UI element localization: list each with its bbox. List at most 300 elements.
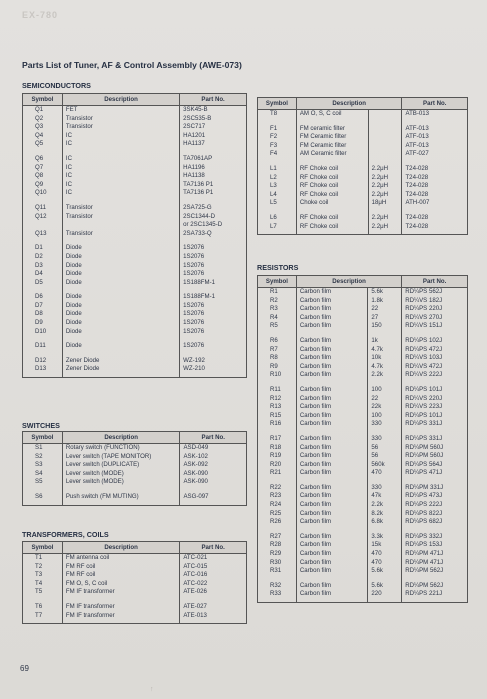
part-description: IC [62,164,179,173]
part-description: Carbon film [296,371,368,380]
part-number: 1S2076 [180,328,247,337]
part-symbol: R32 [258,576,297,591]
part-description: Carbon film [296,380,368,395]
part-number: RD¼PS 331J [402,420,468,429]
part-symbol: Q5 [23,140,63,149]
part-number: ATF-027 [402,150,468,159]
part-symbol: Q13 [23,230,63,239]
part-symbol: F2 [258,133,297,142]
part-number: RD¼VS 103J [402,354,468,363]
table-row [258,527,468,542]
part-value: 4.7k [368,363,402,372]
part-symbol: D9 [23,319,63,328]
table-row [23,270,247,279]
part-number: RD¼PS 562J [402,288,468,297]
col-part: Part No. [180,432,247,444]
part-number: RD¼VS 222J [402,371,468,380]
part-symbol: R5 [258,322,297,331]
part-number: RD¼VS 270J [402,314,468,323]
table-row [23,597,247,612]
table-row [258,223,468,235]
part-value: 1k [368,331,402,346]
table-row [258,444,468,453]
part-number: RD¼PS 332J [402,527,468,542]
part-number: RD¼VS 182J [402,297,468,306]
part-description: Diode [62,319,179,328]
part-number: RD¼VS 151J [402,322,468,331]
part-value: 5.6k [368,576,402,591]
table-row [23,181,247,190]
table-row [23,319,247,328]
part-number: ATC-016 [180,571,247,580]
part-symbol: R3 [258,305,297,314]
part-number: RD¼VS 220J [402,395,468,404]
part-description: FM O, S, C coil [62,580,179,589]
part-number: HA1196 [180,164,247,173]
part-symbol: R24 [258,501,297,510]
resistors-table [257,275,468,603]
part-description: Push switch (FM MUTING) [62,487,180,505]
part-value: 5.6k [368,288,402,297]
part-description: Carbon film [296,492,368,501]
part-value: 2.2μH [368,174,402,183]
part-symbol: R2 [258,297,297,306]
table-row [23,461,247,470]
part-value [368,119,402,134]
part-symbol: R6 [258,331,297,346]
part-value: 22 [368,395,402,404]
part-symbol: L7 [258,223,297,235]
table-row [258,420,468,429]
part-number: RD¼PS 101J [402,412,468,421]
table-row [258,208,468,223]
part-number: T24-028 [402,182,468,191]
table-row [258,159,468,174]
part-description: Carbon film [296,305,368,314]
part-description: Carbon film [296,395,368,404]
part-symbol: T3 [23,571,63,580]
part-number: 2SC1344-D [180,213,247,222]
part-number: TA7061AP [180,149,247,164]
part-number: 1S2076 [180,270,247,279]
col-symbol: Symbol [23,432,63,444]
part-symbol: D1 [23,238,63,253]
part-description: Carbon film [296,550,368,559]
part-description: Diode [62,328,179,337]
part-symbol: Q11 [23,198,63,213]
part-symbol: D3 [23,262,63,271]
part-number: ATE-027 [180,597,247,612]
part-number: T24-028 [402,223,468,235]
part-value: 470 [368,469,402,478]
part-description: Transistor [62,198,179,213]
col-description: Description [62,542,179,554]
part-number: 1S2076 [180,253,247,262]
part-description: RF Choke coil [296,223,368,235]
col-part: Part No. [402,98,468,110]
part-symbol: D6 [23,287,63,302]
part-symbol: R23 [258,492,297,501]
part-number: RD¼PM 331J [402,478,468,493]
part-description: IC [62,149,179,164]
part-description: IC [62,172,179,181]
table-row [23,563,247,572]
part-number: ATE-026 [180,588,247,597]
part-number: RD¼PS 682J [402,518,468,527]
part-number: 2SA725-G [180,198,247,213]
table-row [258,550,468,559]
transformers-heading: TRANSFORMERS, COILS [22,530,109,539]
part-description: Carbon film [296,527,368,542]
part-symbol: D11 [23,336,63,351]
part-symbol: R31 [258,567,297,576]
part-number: RD¼PS 153J [402,541,468,550]
part-number: ATC-022 [180,580,247,589]
table-row [23,149,247,164]
table-row [23,123,247,132]
part-symbol: D2 [23,253,63,262]
part-number: HA1138 [180,172,247,181]
part-description: Diode [62,302,179,311]
col-part: Part No. [180,542,247,554]
part-description: Lever switch (DUPLICATE) [62,461,180,470]
part-number: T24-028 [402,174,468,183]
part-description: Carbon film [296,412,368,421]
part-value: 150 [368,322,402,331]
part-number: 2SC535-B [180,115,247,124]
part-description: Diode [62,262,179,271]
switches-heading: SWITCHES [22,421,60,430]
part-number: TA7136 P1 [180,181,247,190]
part-value: 2.2μH [368,191,402,200]
part-value: 2.2μH [368,182,402,191]
part-value: 1.8k [368,297,402,306]
part-value: 2.2k [368,501,402,510]
part-number: ASK-090 [180,470,247,479]
part-number: RD¼PS 472J [402,346,468,355]
table-row [258,469,468,478]
col-symbol: Symbol [23,94,63,106]
part-description: RF Choke coil [296,174,368,183]
part-number: ATC-015 [180,563,247,572]
part-symbol: R25 [258,510,297,519]
col-symbol: Symbol [23,542,63,554]
part-number: WZ-192 [180,351,247,366]
part-description: RF Choke coil [296,191,368,200]
part-description: IC [62,132,179,141]
table-row [258,191,468,200]
part-symbol: Q2 [23,115,63,124]
switches-table [22,431,247,506]
part-symbol: D7 [23,302,63,311]
table-row [258,174,468,183]
part-value: 4.7k [368,346,402,355]
table-row [23,198,247,213]
transformers-table [22,541,247,624]
col-description: Description [62,94,179,106]
part-description: Carbon film [296,590,368,602]
part-number: T24-028 [402,208,468,223]
part-number: ASK-102 [180,453,247,462]
table-row [23,588,247,597]
table-row [258,363,468,372]
part-number: 1S2076 [180,302,247,311]
part-description: Carbon film [296,297,368,306]
table-row [258,403,468,412]
part-description: Diode [62,238,179,253]
part-symbol: D13 [23,365,63,377]
part-number: RD¼PM 560J [402,452,468,461]
col-symbol: Symbol [258,276,297,288]
part-symbol: R16 [258,420,297,429]
part-symbol: Q6 [23,149,63,164]
part-number: RD¼PS 331J [402,429,468,444]
part-description: FM ceramic filter [296,119,368,134]
part-description: Carbon film [296,518,368,527]
table-row [23,336,247,351]
col-description: Description [296,98,402,110]
part-description: Diode [62,287,179,302]
part-symbol: S6 [23,487,63,505]
bottom-mark: ↑ [150,686,154,693]
part-description: Zener Diode [62,351,179,366]
part-symbol: R22 [258,478,297,493]
part-description: Carbon film [296,354,368,363]
part-symbol: R33 [258,590,297,602]
part-value: 2.2k [368,371,402,380]
part-number: T24-028 [402,191,468,200]
part-description: Carbon film [296,559,368,568]
part-number: 1S2076 [180,336,247,351]
part-description: Carbon film [296,322,368,331]
part-symbol: D8 [23,310,63,319]
part-value: 15k [368,541,402,550]
table-row [23,478,247,487]
table-row [23,140,247,149]
part-symbol: F3 [258,142,297,151]
part-value: 56 [368,444,402,453]
part-symbol: S4 [23,470,63,479]
part-number: 2SA733-Q [180,230,247,239]
part-description: Lever switch (MODE) [62,470,180,479]
table-row [23,365,247,377]
part-description: Carbon film [296,461,368,470]
part-value: 27 [368,314,402,323]
part-number: 2SC717 [180,123,247,132]
part-number: RD¼PM 471J [402,550,468,559]
table-row [23,221,247,230]
part-description: Lever switch (TAPE MONITOR) [62,453,180,462]
part-value: 47k [368,492,402,501]
part-number: RD¼PS 564J [402,461,468,470]
part-description: Lever switch (MODE) [62,478,180,487]
part-value: 18μH [368,199,402,208]
col-description: Description [62,432,180,444]
part-description: Zener Diode [62,365,179,377]
part-number: 1S2076 [180,262,247,271]
col-symbol: Symbol [258,98,297,110]
part-symbol: Q7 [23,164,63,173]
table-row [258,412,468,421]
table-row [258,492,468,501]
table-row [258,297,468,306]
part-symbol: F1 [258,119,297,134]
part-symbol [23,221,63,230]
table-row [258,142,468,151]
part-symbol: R21 [258,469,297,478]
part-description: FM IF transformer [62,612,179,624]
part-symbol: R10 [258,371,297,380]
part-symbol: T4 [23,580,63,589]
part-description: IC [62,189,179,198]
part-description: Carbon film [296,469,368,478]
part-description: AM O, S, C coil [296,110,368,119]
part-description: RF Choke coil [296,159,368,174]
part-number: RD¼PM 471J [402,559,468,568]
table-row [258,371,468,380]
part-description: Carbon film [296,429,368,444]
part-symbol: T1 [23,554,63,563]
table-row [258,590,468,602]
table-row [258,331,468,346]
part-value: 100 [368,412,402,421]
part-symbol: L1 [258,159,297,174]
table-row [23,444,247,453]
table-row [23,164,247,173]
part-value: 56 [368,452,402,461]
table-row [258,354,468,363]
part-symbol: D10 [23,328,63,337]
part-symbol: D5 [23,279,63,288]
part-symbol: S3 [23,461,63,470]
table-row [23,132,247,141]
part-number: TA7136 P1 [180,189,247,198]
part-number: ASK-090 [180,478,247,487]
part-description: Carbon film [296,478,368,493]
part-number: RD¼PS 220J [402,305,468,314]
part-symbol: F4 [258,150,297,159]
part-symbol: S1 [23,444,63,453]
part-value: 220 [368,590,402,602]
part-symbol: R4 [258,314,297,323]
part-value: 100 [368,380,402,395]
part-symbol: R30 [258,559,297,568]
part-number: RD¼PS 101J [402,380,468,395]
part-symbol: D12 [23,351,63,366]
part-number: RD¼PM 562J [402,576,468,591]
table-row [258,461,468,470]
part-symbol: R11 [258,380,297,395]
table-row [23,580,247,589]
part-number: ATC-021 [180,554,247,563]
table-row [23,302,247,311]
part-number: RD¼PS 221J [402,590,468,602]
part-description: Transistor [62,213,179,222]
part-description: Carbon film [296,314,368,323]
table-row [23,213,247,222]
part-symbol: Q4 [23,132,63,141]
part-number: ASG-097 [180,487,247,505]
part-description: Diode [62,310,179,319]
part-description [62,221,179,230]
part-number: ATF-013 [402,142,468,151]
part-value: 22k [368,403,402,412]
part-value [368,150,402,159]
part-value: 470 [368,550,402,559]
part-description: FM RF coil [62,563,179,572]
part-value: 5.6k [368,567,402,576]
table-row [23,554,247,563]
part-symbol: R19 [258,452,297,461]
part-symbol: R9 [258,363,297,372]
table-row [23,351,247,366]
part-value [368,133,402,142]
page-number: 69 [20,664,29,673]
table-row [23,612,247,624]
table-row [23,115,247,124]
table-row [258,199,468,208]
part-number: ASD-049 [180,444,247,453]
table-row [23,238,247,253]
part-description: Carbon film [296,403,368,412]
part-symbol: L6 [258,208,297,223]
part-description: FM RF coil [62,571,179,580]
table-row [258,346,468,355]
part-symbol: R7 [258,346,297,355]
table-row [258,322,468,331]
table-row [258,576,468,591]
part-symbol: S2 [23,453,63,462]
part-number: 1S2076 [180,310,247,319]
part-number: 1S188FM-1 [180,279,247,288]
table-row [258,314,468,323]
part-description: Carbon film [296,541,368,550]
part-symbol: D4 [23,270,63,279]
part-symbol: R8 [258,354,297,363]
part-number: or 2SC1345-D [180,221,247,230]
part-value: 330 [368,478,402,493]
part-symbol: R18 [258,444,297,453]
part-symbol: L4 [258,191,297,200]
part-number: ATH-007 [402,199,468,208]
table-row [258,429,468,444]
table-row [258,478,468,493]
part-description: Transistor [62,115,179,124]
table-row [23,262,247,271]
part-symbol: T8 [258,110,297,119]
table-row [23,287,247,302]
part-value: 22 [368,305,402,314]
part-description: Carbon film [296,288,368,297]
part-description: Carbon film [296,452,368,461]
part-description: Diode [62,253,179,262]
part-description: Diode [62,270,179,279]
col-part: Part No. [402,276,468,288]
part-symbol: R13 [258,403,297,412]
part-number: ATE-013 [180,612,247,624]
part-number: HA1137 [180,140,247,149]
part-description: Carbon film [296,510,368,519]
part-number: RD¼PS 471J [402,469,468,478]
resistors-heading: RESISTORS [257,263,299,272]
part-symbol: R28 [258,541,297,550]
part-number: 1S2076 [180,319,247,328]
part-description: Diode [62,279,179,288]
part-symbol: Q9 [23,181,63,190]
part-description: RF Choke coil [296,208,368,223]
part-symbol: L5 [258,199,297,208]
part-number: ATF-013 [402,133,468,142]
